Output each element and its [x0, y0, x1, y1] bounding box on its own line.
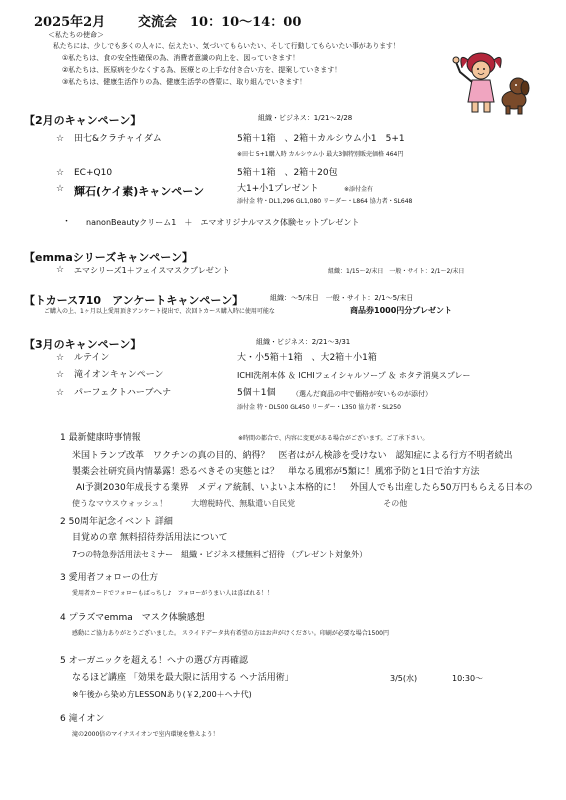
feb-item-name: 輝石(ケイ素)キャンペーン [74, 185, 205, 198]
feb-item-detail: 5箱＋1箱 、2箱＋カルシウム小1 5+1 [237, 134, 405, 144]
agenda-6-title: 6 滝イオン [60, 714, 105, 724]
star-icon: ☆ [56, 265, 65, 275]
mar-item-name: ルテイン [74, 353, 110, 363]
agenda-5-time: 10:30～ [452, 674, 484, 683]
mar-item-note: 添付金 特・DL500 GL450 リーダー・L350 協力者・SL250 [237, 404, 401, 411]
feb-period: 組織・ビジネス：1/21～2/28 [258, 114, 353, 122]
nanon-campaign: nanonBeautyクリーム1 ＋ エマオリジナルマスク体験セットプレゼント [86, 218, 360, 227]
agenda-4-title: 4 プラズマemma マスク体験感想 [60, 613, 205, 623]
agenda-1-line: AI予測2030年成長する業界 メディア統制、いよいよ本格的に！ 外国人でも出産したら50万円もらえる日本の [76, 483, 533, 493]
star-icon: ☆ [56, 134, 65, 144]
agenda-2-title: 2 50周年記念イベント 詳細 [60, 517, 173, 527]
mar-item-detail: 5個＋1個 [237, 388, 276, 398]
feb-item-detail: 大1+小1プレゼント [237, 184, 319, 194]
agenda-5-date: 3/5(水) [390, 674, 418, 683]
agenda-6-line: 滝の2000倍のマイナスイオンで室内環境を整えよう！ [72, 731, 219, 738]
feb-item-note: ※田七 5+1購入時 カルシウム小 最大3個特別販売価格 464円 [237, 151, 404, 158]
agenda-5-title: 5 オーガニックを超える！ヘナの選び方再確認 [60, 656, 249, 666]
star-icon: ☆ [56, 353, 65, 363]
star-icon: ☆ [56, 388, 65, 398]
tcarse-campaign-heading: 【トカース710 アンケートキャンペーン】 [24, 294, 244, 307]
star-icon: ☆ [56, 184, 65, 194]
mar-item-detail-note: （選んだ商品の中で価格が安いものが添付） [292, 390, 432, 398]
tcarse-period: 組織：～5/末日 一般・サイト：2/1～5/末日 [270, 294, 414, 302]
mar-item-detail: ICHI洗剤本体 ＆ ICHIフェイシャルソープ ＆ ホタテ消臭スプレー [237, 371, 471, 380]
feb-item-detail-note: ※添付金有 [344, 186, 374, 193]
agenda-1-note: ※時間の都合で、内容に変更がある場合がございます。ご了承下さい。 [238, 435, 429, 442]
feb-item-name: EC+Q10 [74, 168, 113, 178]
bullet-icon: ・ [62, 217, 72, 227]
mission-3: ③私たちは、健康生活作りの為、健康生活学の啓蒙に、取り組んでいきます！ [62, 78, 307, 86]
emma-period: 組織：1/15～2/末日 一般・サイト：2/1～2/末日 [328, 268, 465, 275]
mission-1: ①私たちは、食の安全性確保の為、消費者意識の向上を、図っていきます！ [62, 54, 300, 62]
agenda-1-line: 製薬会社研究員内情暴露！恐るべきその実態とは？ 単なる風邪が5類に！風邪予防と1日で治す方法 [72, 467, 480, 477]
agenda-2-line: 7つの特急券活用法セミナー 組織・ビジネス様無料ご招待 （プレゼント対象外） [72, 550, 368, 559]
mission-heading: ＜私たちの使命＞ [48, 31, 104, 39]
mar-item-name: パーフェクトハーブヘナ [74, 388, 172, 398]
star-icon: ☆ [56, 370, 65, 380]
agenda-5-lecture: なるほど講座 「効果を最大限に活用する ヘナ活用術」 [72, 673, 294, 683]
agenda-4-line: 感動にご協力ありがとうございました。 スライドデータ共有希望の方はお声がけください。印刷が必要な場合1500円 [72, 630, 389, 637]
feb-campaign-heading: 【2月のキャンペーン】 [24, 114, 142, 127]
emma-campaign-heading: 【emmaシリーズキャンペーン】 [24, 251, 194, 264]
tcarse-bold: 商品券1000円分プレゼント [350, 306, 452, 315]
agenda-3-title: 3 愛用者フォローの仕方 [60, 573, 159, 583]
mar-item-detail: 大・小5箱＋1箱 、大2箱＋小1箱 [237, 353, 377, 363]
mar-period: 組織・ビジネス：2/21～3/31 [256, 338, 351, 346]
page-title: 2025年2月 [34, 15, 106, 30]
mission-intro: 私たちには、少しでも多くの人々に、伝えたい、気づいてもらいたい、そして行動してもらいたい事があります！ [53, 42, 400, 50]
mar-campaign-heading: 【3月のキャンペーン】 [24, 338, 142, 351]
mission-2: ②私たちは、医原病を少なくする為、医療との上手な付き合い方を、提案していきます！ [62, 66, 342, 74]
mascot-illustration [448, 50, 538, 116]
agenda-1-title: 1 最新健康時事情報 [60, 433, 141, 443]
agenda-2-line: 目覚めの章 無料招待券活用法について [72, 533, 228, 543]
mar-item-name: 滝イオンキャンペーン [74, 370, 164, 380]
event-time: 交流会 10：10～14：00 [138, 15, 302, 30]
agenda-1-line: 使うなマウスウォッシュ！ 大増税時代、無駄遣い自民党 その他 [72, 499, 408, 508]
agenda-3-line: 愛用者カードでフォローもばっちし♪ フォローがうまい人は喜ばれる！！ [72, 590, 274, 597]
agenda-5-note: ※午後から染め方LESSONあり(￥2,200＋ヘナ代) [72, 690, 252, 699]
feb-item-detail: 5箱＋1箱 、2箱＋20包 [237, 168, 338, 178]
emma-item: エマシリーズ1＋フェイスマスクプレゼント [74, 266, 230, 275]
star-icon: ☆ [56, 168, 65, 178]
tcarse-desc: ご購入の上、1ヶ月以上愛用頂きアンケート提出で、次回トカース購入時に使用可能な [44, 308, 275, 315]
agenda-1-line: 米国トランプ改革 ワクチンの真の目的、納得？ 医者はがん検診を受けない 認知症による行方不明者続出 [72, 451, 513, 461]
feb-item-note: 添付金 特・DL1,296 GL1,080 リーダー・L864 協力者・SL648 [237, 198, 413, 205]
feb-item-name: 田七&クラチャイダム [74, 134, 162, 144]
